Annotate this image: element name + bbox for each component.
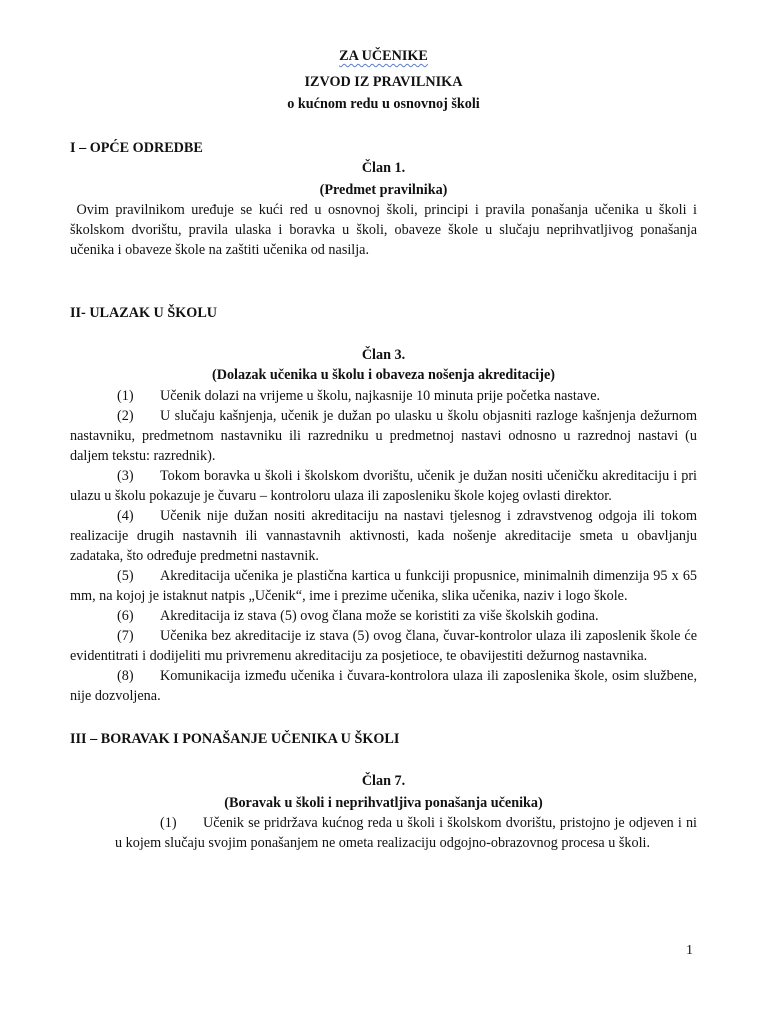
item-number: (1) <box>160 815 177 831</box>
title-text: ZA UČENIKE <box>339 48 428 64</box>
item-text: Učenik dolazi na vrijeme u školu, najkasnije 10 minuta prije početka nastave. <box>160 388 601 404</box>
item-text: Tokom boravka u školi i školskom dvorištu, učenik je dužan nositi učeničku akreditaciju i pri ulazu u školu pokazuje je čuvaru – kontroloru ulaza ili zaposleniku škole kojeg ovlasti direktor. <box>70 468 697 504</box>
item-number: (8) <box>117 668 134 684</box>
item-number: (4) <box>117 508 134 524</box>
item-text: Komunikacija između učenika i čuvara-kontrolora ulaza ili zaposlenika škole, osim službene, nije dozvoljena. <box>70 668 697 704</box>
article-7-title: (Boravak u školi i neprihvatljiva ponašanja učenika) <box>224 795 543 811</box>
article-3-number: Član 3. <box>361 347 406 363</box>
item-number: (6) <box>117 608 134 624</box>
item-number: (2) <box>117 408 134 424</box>
document-page <box>70 46 701 853</box>
item-text: Učenik nije dužan nositi akreditaciju na nastavi tjelesnog i zdravstvenog odgoja ili tokom realizacije drugih nastavnih ili vannastavnih aktivnosti, kada nošenje akreditacije smeta u obavljanju zadataka, što određuje predmetni nastavnik. <box>70 508 697 564</box>
item-text: Učenika bez akreditacije iz stava (5) ovog člana, čuvar-kontrolor ulaza ili zaposlenik škole će evidentitrati i dodijeliti mu privremenu akreditaciju za posjetioce, te obavijestiti dežurnog nastavnika. <box>70 628 697 664</box>
page-number: 1 <box>686 943 693 958</box>
item-text: U slučaju kašnjenja, učenik je dužan po ulasku u školu objasniti razloge kašnjenja dežurnom nastavniku, predmetnom nastavniku ili razredniku u predmetnoj nastavi odnosno u razrednoj nastavi (u daljem tekstu: razrednik). <box>70 408 697 464</box>
article-3-item-5 <box>70 566 697 606</box>
section-3-heading: III – BORAVAK I PONAŠANJE UČENIKA U ŠKOLI <box>70 731 400 747</box>
article-3-title: (Dolazak učenika u školu i obaveza nošenja akreditacije) <box>211 367 555 383</box>
article-7-number: Član 7. <box>361 773 406 789</box>
article-3-item-3 <box>70 466 697 506</box>
article-1-text: Ovim pravilnikom uređuje se kući red u osnovnoj školi, principi i pravila ponašanja učenika u školi i školskom dvorištu, pravila ulaska i boravka u školi, obaveze škole u slučaju neprihvatljivog ponašanja učenika i obaveze škole na zaštiti učenika od nasilja. <box>70 202 701 258</box>
article-3-item-4 <box>70 506 697 566</box>
article-3-item-6 <box>70 606 697 626</box>
item-number: (3) <box>117 468 134 484</box>
article-3-item-7 <box>70 626 697 666</box>
article-1-number: Član 1. <box>361 160 406 176</box>
document-title <box>70 46 697 66</box>
article-7-item-1 <box>70 813 697 853</box>
item-number: (1) <box>117 388 134 404</box>
section-2-heading: II- ULAZAK U ŠKOLU <box>70 305 218 321</box>
document-subtitle: IZVOD IZ PRAVILNIKA <box>304 74 463 90</box>
item-text: Učenik se pridržava kućnog reda u školi i školskom dvorištu, pristojno je odjeven i ni u kojem slučaju svojim ponašanjem ne ometa realizaciju odgojno-obrazovnog procesa u školi. <box>115 815 697 851</box>
article-3-item-1 <box>70 386 697 406</box>
article-3-item-8 <box>70 666 697 706</box>
item-number: (5) <box>117 568 134 584</box>
section-1-heading: I – OPĆE ODREDBE <box>70 140 203 156</box>
article-1-title: (Predmet pravilnika) <box>319 182 448 198</box>
item-text: Akreditacija iz stava (5) ovog člana može se koristiti za više školskih godina. <box>160 608 599 624</box>
item-number: (7) <box>117 628 134 644</box>
document-subtitle-2: o kućnom redu u osnovnoj školi <box>287 96 480 112</box>
article-3-item-2 <box>70 406 697 466</box>
item-text: Akreditacija učenika je plastična kartica u funkciji propusnice, minimalnih dimenzija 95 x 65 mm, na kojoj je istaknut natpis „Učenik“, ime i prezime učenika, slika učenika, naziv i logo škole. <box>70 568 697 604</box>
